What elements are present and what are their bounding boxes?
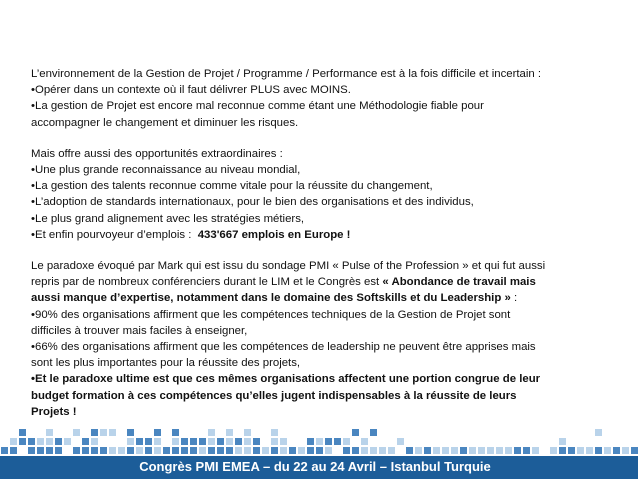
pattern-square	[379, 447, 386, 454]
pattern-square	[271, 438, 278, 445]
pattern-square	[226, 429, 233, 436]
pattern-square	[136, 438, 143, 445]
pattern-square	[622, 447, 629, 454]
pattern-square	[91, 438, 98, 445]
pattern-square	[100, 447, 107, 454]
pattern-square	[154, 438, 161, 445]
pattern-square	[568, 447, 575, 454]
footer-title: Congrès PMI EMEA – du 22 au 24 Avril – Istanbul Turquie	[139, 459, 491, 474]
pattern-square	[181, 447, 188, 454]
pattern-square	[10, 438, 17, 445]
pattern-square	[46, 429, 53, 436]
pattern-square	[415, 447, 422, 454]
pattern-square	[280, 438, 287, 445]
pattern-square	[595, 447, 602, 454]
section1-bullet-1: •Opérer dans un contexte où il faut délivrer PLUS avec MOINS.	[31, 84, 351, 97]
pattern-square	[73, 429, 80, 436]
section3-bullet-3-line-2: budget formation à ces compétences qu’elles jugent indispensables à la réussite de leurs	[31, 389, 517, 402]
pattern-square	[577, 447, 584, 454]
pattern-square	[244, 438, 251, 445]
pattern-square	[316, 447, 323, 454]
pattern-square	[325, 447, 332, 454]
pattern-square	[46, 447, 53, 454]
pattern-square	[235, 447, 242, 454]
pattern-square	[55, 438, 62, 445]
pattern-square	[100, 429, 107, 436]
section3-bullet-1-line-2: difficiles à trouver mais faciles à enseigner,	[31, 324, 248, 337]
pattern-square	[613, 447, 620, 454]
section3-line-3	[31, 290, 621, 306]
pattern-square	[559, 438, 566, 445]
pattern-square	[298, 447, 305, 454]
pattern-square	[208, 438, 215, 445]
section2-bullet-3: •L’adoption de standards internationaux, pour le bien des organisations et des individus,	[31, 196, 474, 209]
pattern-square	[514, 447, 521, 454]
pattern-square	[82, 438, 89, 445]
section3-bullet-2-line-1: •66% des organisations affirment que les compétences de leadership ne peuvent être apprises mais	[31, 341, 536, 354]
pattern-square	[37, 438, 44, 445]
pattern-square	[604, 447, 611, 454]
pattern-square	[253, 438, 260, 445]
pattern-square	[199, 447, 206, 454]
slide-body	[31, 66, 621, 420]
pattern-square	[397, 438, 404, 445]
pattern-square	[190, 447, 197, 454]
section2-bullet-5-emphasis: 433'667 emplois en Europe !	[197, 228, 351, 241]
pattern-square	[280, 447, 287, 454]
pattern-square	[631, 447, 638, 454]
pattern-square	[442, 447, 449, 454]
pattern-square	[109, 429, 116, 436]
pattern-square	[28, 438, 35, 445]
pattern-square	[46, 438, 53, 445]
pattern-square	[55, 447, 62, 454]
pattern-square	[127, 447, 134, 454]
section2-bullet-4: •Le plus grand alignement avec les stratégies métiers,	[31, 212, 305, 225]
section1-bullet-2-line-1: •La gestion de Projet est encore mal reconnue comme étant une Méthodologie fiable pour	[31, 100, 484, 113]
section3-bullet-2-line-2: sont les plus importantes pour la réussite des projets,	[31, 357, 301, 370]
pattern-square	[352, 447, 359, 454]
pattern-square	[226, 447, 233, 454]
pattern-square	[172, 438, 179, 445]
paragraph-gap	[31, 131, 621, 146]
pattern-square	[208, 429, 215, 436]
pattern-square	[460, 447, 467, 454]
pattern-square	[64, 438, 71, 445]
section3-line-2-text: repris par de nombreux conférenciers durant le LIM et le Congrès est	[31, 276, 383, 289]
section3-line-3-emphasis: aussi manque d’expertise, notamment dans le domaine des Softskills et du Leadership »	[31, 292, 514, 305]
pattern-square	[154, 429, 161, 436]
pattern-square	[1, 447, 8, 454]
pattern-square	[109, 447, 116, 454]
pattern-square	[388, 447, 395, 454]
pattern-square	[244, 447, 251, 454]
section3-bullet-3-line-3: Projets !	[31, 405, 77, 418]
pattern-square	[19, 429, 26, 436]
pattern-square	[352, 429, 359, 436]
pattern-square	[334, 438, 341, 445]
pattern-square	[82, 447, 89, 454]
pattern-square	[316, 438, 323, 445]
pattern-square	[523, 447, 530, 454]
pattern-square	[307, 438, 314, 445]
pattern-square	[478, 447, 485, 454]
section3-line-1: Le paradoxe évoqué par Mark qui est issu du sondage PMI « Pulse of the Profession » et qui fut aussi	[31, 260, 546, 273]
pattern-square	[361, 447, 368, 454]
pattern-square	[172, 447, 179, 454]
pattern-square	[424, 447, 431, 454]
pattern-square	[172, 429, 179, 436]
section2-bullet-1: •Une plus grande reconnaissance au niveau mondial,	[31, 164, 301, 177]
pattern-square	[262, 447, 269, 454]
section3-line-2-emphasis: « Abondance de travail mais	[382, 276, 536, 289]
pattern-square	[451, 447, 458, 454]
section2-bullet-2: •La gestion des talents reconnue comme vitale pour la réussite du changement,	[31, 180, 433, 193]
pattern-square	[127, 429, 134, 436]
pattern-square	[19, 438, 26, 445]
pattern-square	[433, 447, 440, 454]
pattern-square	[91, 447, 98, 454]
pattern-square	[118, 447, 125, 454]
pattern-square	[595, 429, 602, 436]
pattern-square	[37, 447, 44, 454]
paragraph-gap	[31, 243, 621, 258]
section1-bullet-2-line-2: accompagner le changement et diminuer les risques.	[31, 116, 299, 129]
section3-line-2	[31, 274, 621, 290]
pattern-square	[325, 438, 332, 445]
pattern-square	[181, 438, 188, 445]
pattern-square	[370, 447, 377, 454]
pattern-square	[307, 447, 314, 454]
pattern-square	[190, 438, 197, 445]
pattern-square	[370, 429, 377, 436]
footer-band	[0, 424, 638, 479]
section2-bullet-5-text: •Et enfin pourvoyeur d’emplois :	[31, 228, 198, 241]
pattern-square	[289, 447, 296, 454]
pattern-square	[244, 429, 251, 436]
section2-bullet-5	[31, 227, 621, 243]
section3-line-3-text: :	[513, 292, 518, 305]
pattern-square	[145, 447, 152, 454]
pattern-square	[271, 429, 278, 436]
section1-intro: L’environnement de la Gestion de Projet / Programme / Performance est à la fois difficile et incertain :	[31, 68, 542, 80]
footer-square-pattern	[0, 424, 638, 456]
pattern-square	[343, 447, 350, 454]
pattern-square	[28, 447, 35, 454]
pattern-square	[217, 447, 224, 454]
pattern-square	[217, 438, 224, 445]
pattern-square	[226, 438, 233, 445]
pattern-square	[361, 438, 368, 445]
pattern-square	[199, 438, 206, 445]
pattern-square	[136, 447, 143, 454]
pattern-square	[550, 447, 557, 454]
section3-bullet-1-line-1: •90% des organisations affirment que les compétences techniques de la Gestion de Projet sont	[31, 308, 511, 321]
pattern-square	[10, 447, 17, 454]
pattern-square	[73, 447, 80, 454]
pattern-square	[253, 447, 260, 454]
pattern-square	[406, 447, 413, 454]
pattern-square	[235, 438, 242, 445]
pattern-square	[343, 438, 350, 445]
section3-bullet-3-line-1: •Et le paradoxe ultime est que ces mêmes organisations affectent une portion congrue de leur	[31, 373, 541, 386]
pattern-square	[586, 447, 593, 454]
section2-intro: Mais offre aussi des opportunités extraordinaires :	[31, 147, 283, 160]
pattern-square	[145, 438, 152, 445]
pattern-square	[496, 447, 503, 454]
pattern-square	[532, 447, 539, 454]
pattern-square	[271, 447, 278, 454]
pattern-square	[559, 447, 566, 454]
pattern-square	[208, 447, 215, 454]
pattern-square	[163, 447, 170, 454]
pattern-square	[127, 438, 134, 445]
pattern-square	[154, 447, 161, 454]
pattern-square	[91, 429, 98, 436]
pattern-square	[487, 447, 494, 454]
pattern-square	[505, 447, 512, 454]
pattern-square	[469, 447, 476, 454]
